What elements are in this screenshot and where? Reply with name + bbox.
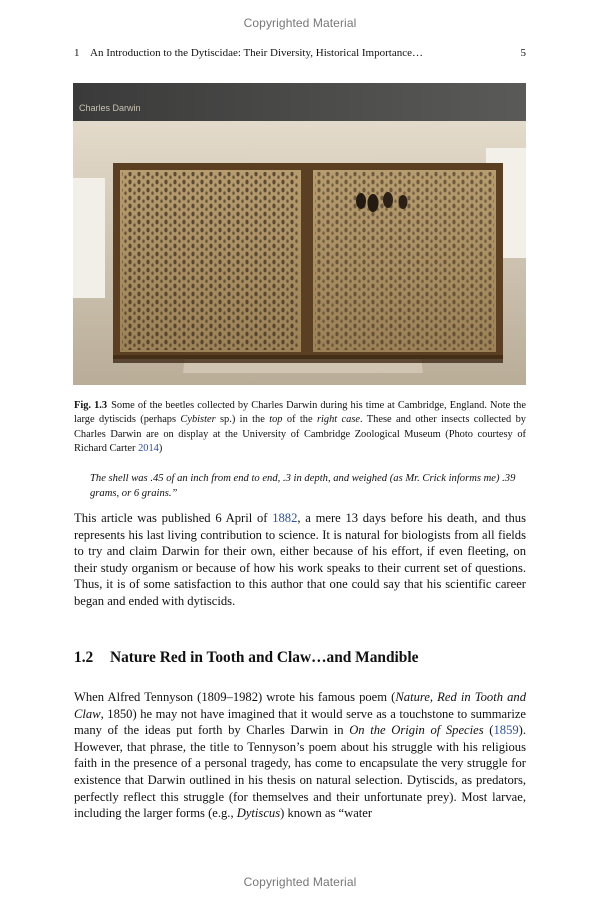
text-run: of the [282, 414, 317, 426]
block-quote: The shell was .45 of an inch from end to end, .3 in depth, and weighed (as Mr. Crick informs me) .39 grams, or 6 grains.” [90, 473, 516, 499]
text-run: Some of the beetles collected by Charles Darwin during his time at Cambridge, England. Note the large dytiscids (perhaps [74, 400, 526, 426]
text-run: ( [483, 723, 494, 738]
running-head [74, 47, 526, 59]
body-paragraph-1 [74, 510, 526, 610]
italic-text: right case [316, 414, 361, 426]
italic-text: top [269, 414, 283, 426]
citation-link[interactable]: 1859 [493, 723, 519, 738]
page-number: 5 [520, 47, 526, 59]
citation-link[interactable]: 1882 [272, 511, 298, 525]
figure-photo [73, 83, 526, 385]
body-paragraph-2 [74, 689, 526, 822]
section-number: 1.2 [74, 649, 94, 666]
exhibit-sign-text: Charles Darwin [79, 103, 141, 113]
text-run: ). However, that phrase, the title to Tennyson’s poem about his struggle with his religious faith in the presence of a personal tragedy, has come to encapsulate the very struggle for existence that Darwin outlined in his thesis on natural selection. Dytiscids, as predators, perfectly reflect this struggle (for themselves and their unfortunate prey). Most larvae, including the larger forms (e.g., [74, 723, 526, 821]
section-title: Nature Red in Tooth and Claw…and Mandible [110, 649, 419, 666]
copyright-watermark-bottom: Copyrighted Material [243, 875, 357, 889]
text-run: , a mere 13 days before his death, and thus represents his last living contribution to science. It is natural for biologists from all fields to try and claim Darwin for their own, either because of his effort, if even fleeting, on their study organism or because of how his work speaks to their current set of questions. Thus, it is of some satisfaction to this author that one could say that his scientific career began and ended with dytiscids. [74, 511, 526, 608]
italic-text: Dytiscus [236, 806, 281, 821]
section-heading [74, 649, 526, 667]
text-run: When Alfred Tennyson (1809–1982) wrote his famous poem ( [74, 690, 396, 704]
chapter-number: 1 [74, 47, 80, 59]
text-run: ) known as “water [280, 806, 373, 821]
figure-label: Fig. 1.3 [74, 400, 108, 411]
text-run: . These and other insects collected by Charles Darwin are on display at the University of Cambridge Zoological Museum (Photo courtesy of Richard Carter [74, 414, 526, 455]
text-run: ) [158, 443, 163, 455]
text-run: This article was published 6 April of [74, 511, 273, 525]
italic-text: Nature, Red in Tooth and Claw [74, 690, 527, 721]
caption-text [74, 400, 526, 454]
italic-text: On the Origin of Species [349, 723, 484, 738]
citation-link[interactable]: 2014 [138, 443, 159, 455]
text-run: sp.) in the [215, 414, 270, 426]
chapter-title: An Introduction to the Dytiscidae: Their Diversity, Historical Importance… [90, 47, 423, 59]
italic-text: Cybister [180, 414, 216, 426]
figure-caption [74, 399, 526, 457]
copyright-watermark-top: Copyrighted Material [243, 16, 357, 30]
text-run: , 1850) he may not have imagined that it would serve as a touchstone to summarize many of the ideas put forth by Charles Darwin in [74, 706, 526, 738]
beetle-display-cases-image [73, 83, 526, 385]
